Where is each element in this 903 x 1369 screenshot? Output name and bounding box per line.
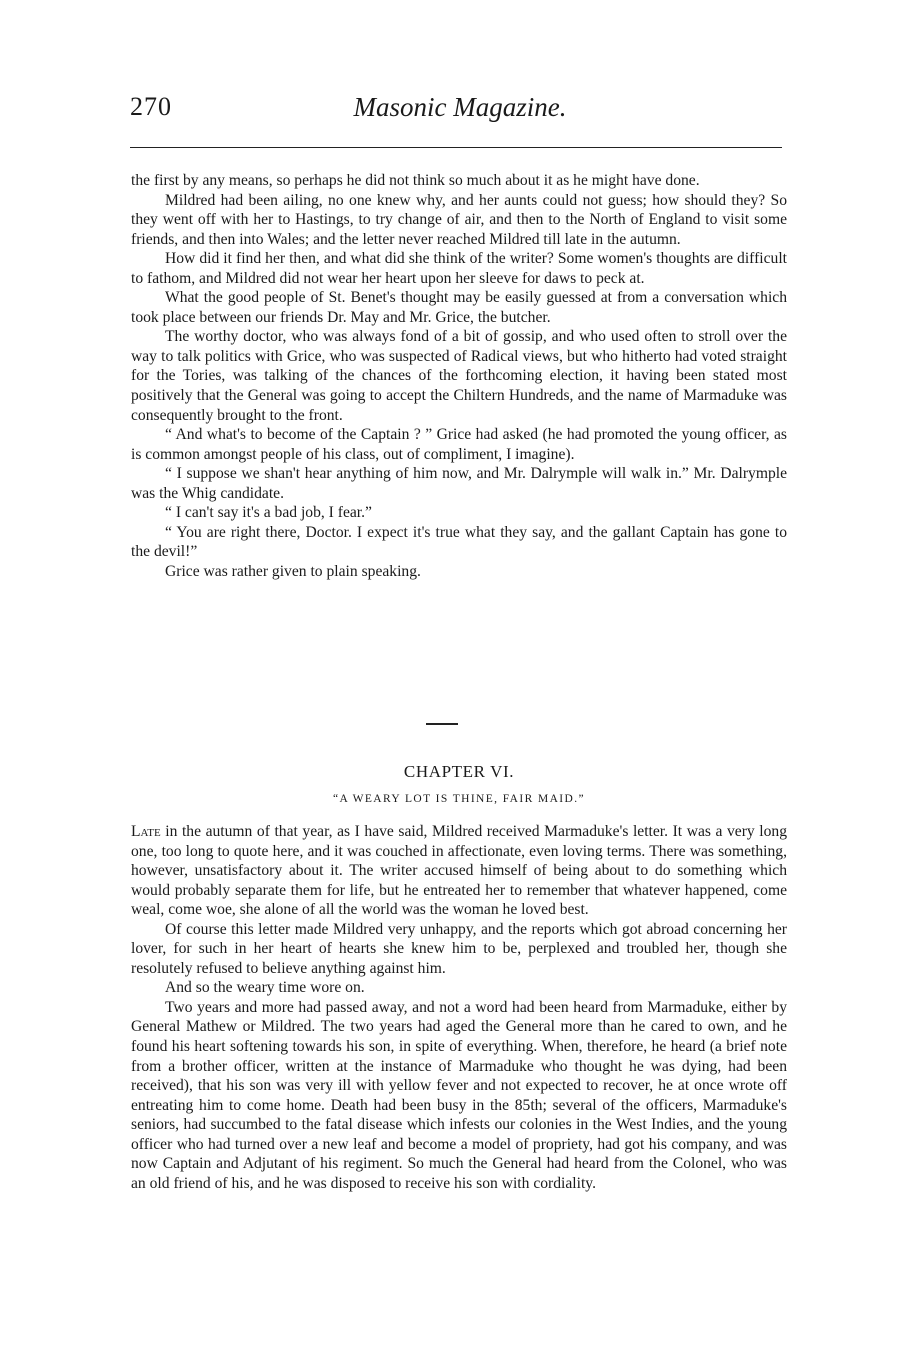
paragraph: Two years and more had passed away, and not a word had been heard from Marmaduke, either by General Mathew or Mildred. The two years had aged the General more than he cared to own, and he found his heart softening towards his son, in spite of everything. When, therefore, he heard (a brief note from a brother officer, written at the instance of Marmaduke who thought he was dying, had been received), that his son was very ill with yellow fever and not expected to recover, he at once wrote off entreating him to come home. Death had been busy in the 85th; several of the officers, Marmaduke's seniors, had succumbed to the fatal disease which infests our colonies in the West Indies, and the young officer who had turned over a new leaf and become a model of propriety, had got his company, and was now Captain and Adjutant of his regiment. So much the General had heard from the Colonel, who was an old friend of his, and he was disposed to receive his son with cordiality. <box>131 998 787 1192</box>
paragraph: “ I can't say it's a bad job, I fear.” <box>165 504 372 522</box>
paragraph <box>131 822 787 920</box>
chapter-body <box>131 822 787 1193</box>
section-separator <box>426 723 458 725</box>
page-number: 270 <box>130 92 172 121</box>
paragraph: Of course this letter made Mildred very unhappy, and the reports which got abroad concerning her lover, for such in her heart of hearts she knew him to be, perplexed and troubled her, though she resolutely refused to believe anything against him. <box>131 920 787 977</box>
chapter-subtitle: “A WEARY LOT IS THINE, FAIR MAID.” <box>332 793 586 805</box>
story-continuation <box>131 171 787 581</box>
running-title: Masonic Magazine. <box>353 92 567 122</box>
chapter-heading: CHAPTER VI. <box>403 762 515 781</box>
paragraph: “ I suppose we shan't hear anything of him now, and Mr. Dalrymple will walk in.” Mr. Dalrymple was the Whig candidate. <box>131 465 787 502</box>
paragraph: The worthy doctor, who was always fond of a bit of gossip, and who used often to stroll over the way to talk politics with Grice, who was suspected of Radical views, but who hitherto had voted straight for the Tories, was talking of the chances of the forthcoming election, it having been stated most positively that the General was going to accept the Chiltern Hundreds, and the name of Marmaduke was consequently brought to the front. <box>131 328 787 424</box>
paragraph: What the good people of St. Benet's thought may be easily guessed at from a conversation which took place between our friends Dr. May and Mr. Grice, the butcher. <box>131 289 787 326</box>
paragraph: the first by any means, so perhaps he did not think so much about it as he might have done. <box>131 172 700 189</box>
lead-word: Late <box>131 823 161 840</box>
page-header <box>130 92 790 132</box>
paragraph: Mildred had been ailing, no one knew why, and her aunts could not guess; how should they? So they went off with her to Hastings, to try change of air, and then to the North of England to visit some friends, and then into Wales; and the letter never reached Mildred till late in the autumn. <box>131 191 787 248</box>
paragraph: “ You are right there, Doctor. I expect it's true what they say, and the gallant Captain has gone to the devil!” <box>131 523 787 561</box>
paragraph: “ And what's to become of the Captain ? ” Grice had asked (he had promoted the young officer, as is common amongst people of his class, out of compliment, I imagine). <box>131 426 787 463</box>
paragraph: Grice was rather given to plain speaking. <box>165 562 421 580</box>
paragraph: And so the weary time wore on. <box>165 979 365 997</box>
header-rule <box>130 147 782 148</box>
paragraph-text: in the autumn of that year, as I have said, Mildred received Marmaduke's letter. It was a very long one, too long to quote here, and it was couched in affectionate, even loving terms. There was something, however, unsatisfactory about it. The writer accused himself of being about to do something which would probably separate them for life, but he entreated her to remember that whatever happened, come weal, come woe, she alone of all the world was the woman he loved best. <box>131 823 787 919</box>
paragraph: How did it find her then, and what did she think of the writer? Some women's thoughts are difficult to fathom, and Mildred did not wear her heart upon her sleeve for daws to peck at. <box>131 250 787 287</box>
